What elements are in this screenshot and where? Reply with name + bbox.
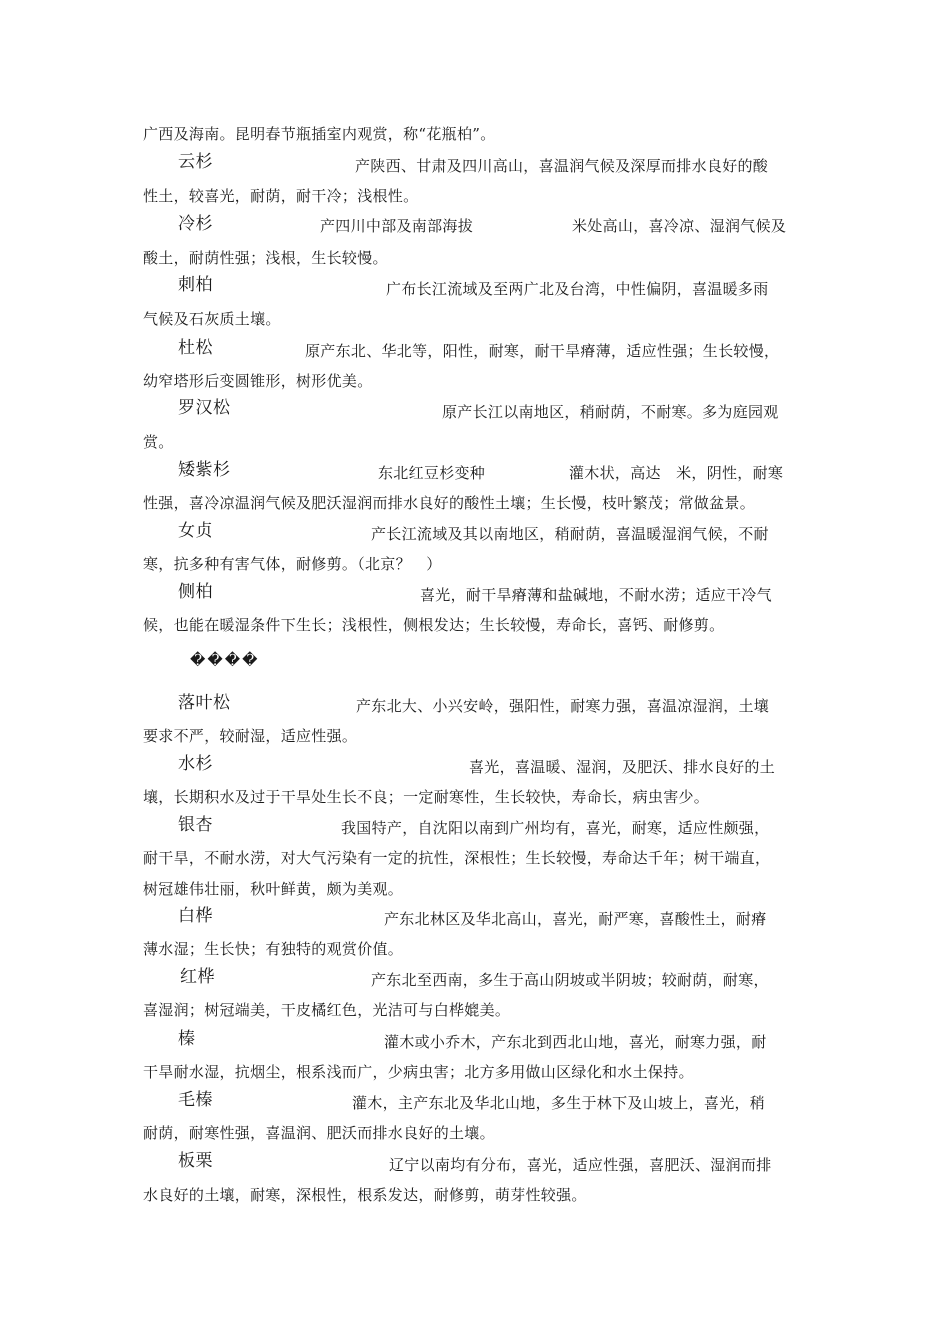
species-desc: 东北红豆杉变种 [378, 464, 486, 482]
species-desc: 寒，抗多种有害气体，耐修剪。（北京？ ） [143, 555, 442, 573]
species-name: 杜松 [178, 338, 213, 358]
species-desc: 干旱耐水湿，抗烟尘，根系浅而广，少病虫害；北方多用做山区绿化和水土保持。 [143, 1063, 694, 1081]
species-name: 银杏 [178, 815, 213, 835]
species-name: 白桦 [178, 906, 213, 926]
species-desc: 我国特产，自沈阳以南到广州均有，喜光，耐寒，适应性颇强， [341, 819, 770, 837]
species-desc: 树冠雄伟壮丽，秋叶鲜黄，颇为美观。 [143, 880, 404, 898]
species-name: 刺柏 [178, 275, 213, 295]
species-desc: 产长江流域及其以南地区，稍耐荫，喜温暖湿润气候，不耐 [371, 525, 769, 543]
species-desc: 喜光，喜温暖、湿润，及肥沃、排水良好的土 [469, 758, 776, 776]
species-desc: 产东北至西南，多生于高山阴坡或半阴坡；较耐荫，耐寒， [371, 971, 769, 989]
species-name: 侧柏 [178, 582, 213, 602]
species-desc: 薄水湿；生长快；有独特的观赏价值。 [143, 940, 404, 958]
species-name: 冷杉 [178, 214, 213, 234]
species-desc: 耐荫，耐寒性强，喜温润、肥沃而排水良好的土壤。 [143, 1124, 495, 1142]
species-desc: 原产长江以南地区，稍耐荫，不耐寒。多为庭园观 [442, 403, 779, 421]
species-desc: 灌木状，高达 米，阴性，耐寒 [569, 464, 784, 482]
species-name: 矮紫杉 [178, 460, 231, 480]
species-desc: 辽宁以南均有分布，喜光，适应性强，喜肥沃、湿润而排 [389, 1156, 772, 1174]
species-name: 毛榛 [178, 1090, 213, 1110]
species-desc: 气候及石灰质土壤。 [143, 310, 281, 328]
species-desc: 喜光，耐干旱瘠薄和盐碱地，不耐水涝；适应干冷气 [420, 586, 772, 604]
species-desc: 喜湿润；树冠端美，干皮橘红色，光洁可与白桦媲美。 [143, 1001, 511, 1019]
species-name: 红桦 [180, 967, 215, 987]
species-desc: 灌木，主产东北及华北山地，多生于林下及山坡上，喜光，稍 [352, 1094, 766, 1112]
species-name: 板栗 [178, 1151, 213, 1171]
species-desc: 产陕西、甘肃及四川高山，喜温润气候及深厚而排水良好的酸 [355, 157, 769, 175]
species-desc: 原产东北、华北等，阳性，耐寒，耐干旱瘠薄，适应性强；生长较慢， [305, 342, 780, 360]
species-name: 水杉 [178, 754, 213, 774]
species-desc: 水良好的土壤，耐寒，深根性，根系发达，耐修剪，萌芽性较强。 [143, 1186, 587, 1204]
species-desc: 灌木或小乔木，产东北到西北山地，喜光，耐寒力强，耐 [384, 1033, 767, 1051]
species-desc: 性土，较喜光，耐荫，耐干冷；浅根性。 [143, 187, 419, 205]
species-desc: 广布长江流域及至两广北及台湾，中性偏阴，喜温暖多雨 [386, 280, 769, 298]
species-desc: 幼窄塔形后变圆锥形，树形优美。 [143, 372, 373, 390]
species-desc: 性强，喜冷凉温润气候及肥沃湿润而排水良好的酸性土壤；生长慢，枝叶繁茂；常做盆景。 [143, 494, 756, 512]
intro-line: 广西及海南。昆明春节瓶插室内观赏，称“花瓶柏”。 [143, 125, 496, 143]
species-desc: 要求不严，较耐湿，适应性强。 [143, 727, 358, 745]
species-desc: 米处高山，喜冷凉、湿润气候及 [572, 217, 787, 235]
species-name: 罗汉松 [178, 398, 231, 418]
species-name: 云杉 [178, 152, 213, 172]
section-heading: ���� [190, 651, 260, 669]
species-name: 女贞 [178, 521, 213, 541]
species-desc: 产东北林区及华北高山，喜光，耐严寒，喜酸性土，耐瘠 [384, 910, 767, 928]
species-name: 落叶松 [178, 693, 231, 713]
species-desc: 酸土，耐荫性强；浅根，生长较慢。 [143, 249, 388, 267]
species-desc: 壤，长期积水及过于干旱处生长不良；一定耐寒性，生长较快，寿命长，病虫害少。 [143, 788, 710, 806]
species-desc: 产东北大、小兴安岭，强阳性，耐寒力强，喜温凉湿润，土壤 [356, 697, 770, 715]
species-desc: 赏。 [143, 433, 174, 451]
species-name: 榛 [178, 1029, 196, 1049]
species-desc: 耐干旱，不耐水涝，对大气污染有一定的抗性，深根性；生长较慢，寿命达千年；树干端直， [143, 849, 771, 867]
species-desc: 候，也能在暖湿条件下生长；浅根性，侧根发达；生长较慢，寿命长，喜钙、耐修剪。 [143, 616, 725, 634]
species-desc: 产四川中部及南部海拔 [320, 217, 474, 235]
